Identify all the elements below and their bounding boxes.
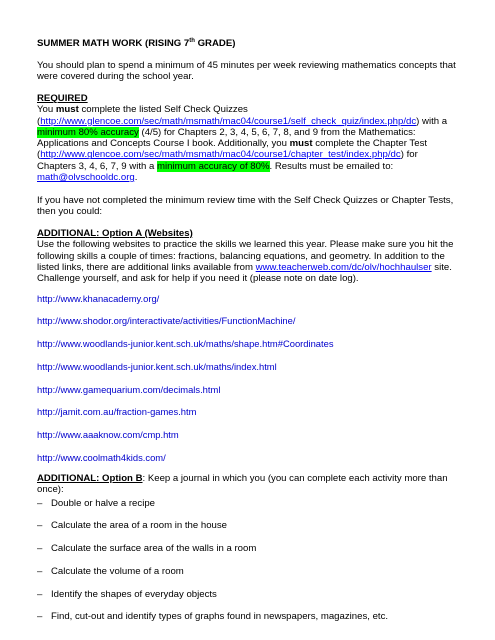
required-text-3: with a	[422, 115, 448, 127]
required-text-5: Applications and Concepts Course I book. Additionally, you	[37, 138, 287, 150]
option-a-heading: ADDITIONAL: Option A (Websites)	[37, 228, 193, 239]
list-item-text: Calculate the volume of a room	[51, 566, 184, 577]
list-item	[37, 589, 217, 600]
required-text-10: .	[134, 172, 138, 184]
glencoe-quiz-link[interactable]: http://www.glencoe.com/sec/math/msmath/mac04/course1/self_check_quiz/index.php/dc	[40, 115, 417, 127]
option-a-line-1: Use the following websites to practice the skills we learned this year. Please make sure you hit the	[37, 239, 454, 251]
option-b-line-1: : Keep a journal in which you (you can complete each activity more than	[142, 473, 448, 484]
list-item-text: Calculate the area of a room in the house	[51, 520, 227, 531]
required-text-8: Chapters 3, 4, 6, 7, 9 with a	[37, 160, 155, 172]
option-a-line-3: listed links, there are additional links available from	[37, 261, 253, 273]
highlight-accuracy-80: minimum 80% accuracy	[37, 126, 139, 138]
website-link-coolmath4kids[interactable]: http://www.coolmath4kids.com/	[37, 452, 166, 463]
option-a-line-3-end: site.	[434, 261, 452, 273]
website-link-khanacademy[interactable]: http://www.khanacademy.org/	[37, 293, 160, 304]
list-item	[37, 566, 184, 577]
email-link[interactable]: math@olvschooldc.org	[37, 172, 135, 184]
option-b-section	[37, 473, 475, 496]
website-link-woodlands-index[interactable]: http://www.woodlands-junior.kent.sch.uk/maths/index.html	[37, 361, 277, 372]
dash-bullet: –	[37, 498, 43, 509]
website-link-woodlands-shape[interactable]: http://www.woodlands-junior.kent.sch.uk/maths/shape.htm#Coordinates	[37, 338, 334, 349]
required-text-9: . Results must be emailed to:	[269, 160, 394, 172]
title-superscript: th	[189, 37, 195, 44]
option-a-line-4: Challenge yourself, and ask for help if you need it (please note on date log).	[37, 273, 359, 285]
list-item-text: Calculate the surface area of the walls in a room	[51, 543, 257, 554]
list-item-text: Find, cut-out and identify types of graphs found in newspapers, magazines, etc.	[51, 611, 389, 622]
page-title	[37, 38, 475, 49]
required-heading: REQUIRED	[37, 93, 88, 104]
website-link-aaaknow[interactable]: http://www.aaaknow.com/cmp.htm	[37, 429, 179, 440]
glencoe-chapter-test-link[interactable]: http://www.glencoe.com/sec/math/msmath/mac04/course1/chapter_test/index.php/dc	[40, 149, 401, 161]
dash-bullet: –	[37, 611, 43, 622]
fallback-line-2: then you could:	[37, 206, 103, 218]
option-a-section	[37, 228, 475, 284]
website-link-jamit[interactable]: http://jamit.com.au/fraction-games.htm	[37, 406, 197, 417]
title-text: SUMMER MATH WORK (RISING 7	[37, 38, 190, 49]
fallback-paragraph	[37, 195, 475, 218]
required-must-1: must	[55, 104, 79, 116]
dash-bullet: –	[37, 520, 43, 531]
dash-bullet: –	[37, 589, 43, 600]
list-item	[37, 543, 256, 554]
website-link-shodor[interactable]: http://www.shodor.org/interactivate/activities/FunctionMachine/	[37, 315, 296, 326]
dash-bullet: –	[37, 543, 43, 554]
dash-bullet: –	[37, 566, 43, 577]
list-item-text: Double or halve a recipe	[51, 498, 155, 509]
option-b-line-2: once):	[37, 484, 64, 496]
highlight-accuracy-80-b: minimum accuracy of 80%	[157, 160, 270, 172]
intro-line-1: You should plan to spend a minimum of 45 minutes per week reviewing mathematics concepts that	[37, 60, 456, 71]
required-text-1: You	[37, 104, 54, 116]
required-text-4: (4/5) for Chapters 2, 3, 4, 5, 6, 7, 8, and 9 from the Mathematics:	[141, 126, 416, 138]
list-item	[37, 520, 227, 531]
required-text-6: complete the Chapter Test	[315, 138, 428, 150]
list-item	[37, 611, 388, 622]
list-item-text: Identify the shapes of everyday objects	[51, 589, 217, 600]
fallback-line-1: If you have not completed the minimum review time with the Self Check Quizzes or Chapter Tests,	[37, 195, 454, 206]
intro-paragraph	[37, 60, 475, 83]
title-text-end: GRADE)	[194, 38, 236, 49]
required-text-2: complete the listed Self Check Quizzes	[81, 104, 248, 116]
option-b-heading: ADDITIONAL: Option B	[37, 473, 143, 484]
intro-line-2: were covered during the school year.	[37, 71, 194, 83]
list-item	[37, 498, 155, 509]
required-text-7: for	[406, 149, 418, 161]
teacherweb-link[interactable]: www.teacherweb.com/dc/olv/hochhaulser	[255, 261, 432, 273]
required-section: REQUIRED You must complete the listed Self Check Quizzes (http://www.glencoe.com/sec/math/msmath/mac04/course1/self_check_quiz/index.php/dc) with a minimum 80% accuracy (4/5) for Chapters 2, 3, 4, 5, 6, 7, 8, and 9 from the Mathematics: Applications and Concepts Course I book. Additionally, you must complete the Chapter Test (http://www.glencoe.com/sec/math/msmath/mac04/course1/chapter_test/index.php/dc) for Chapters 3, 4, 6, 7, 9 with a minimum accuracy of 80%. Results must be emailed to: math@olvschooldc.org.	[37, 93, 448, 184]
website-link-gamequarium[interactable]: http://www.gamequarium.com/decimals.html	[37, 384, 221, 395]
option-a-line-2: following skills a couple of times: fractions, balancing equations, and geometry. In addition to the	[37, 250, 445, 262]
required-must-2: must	[289, 138, 313, 150]
